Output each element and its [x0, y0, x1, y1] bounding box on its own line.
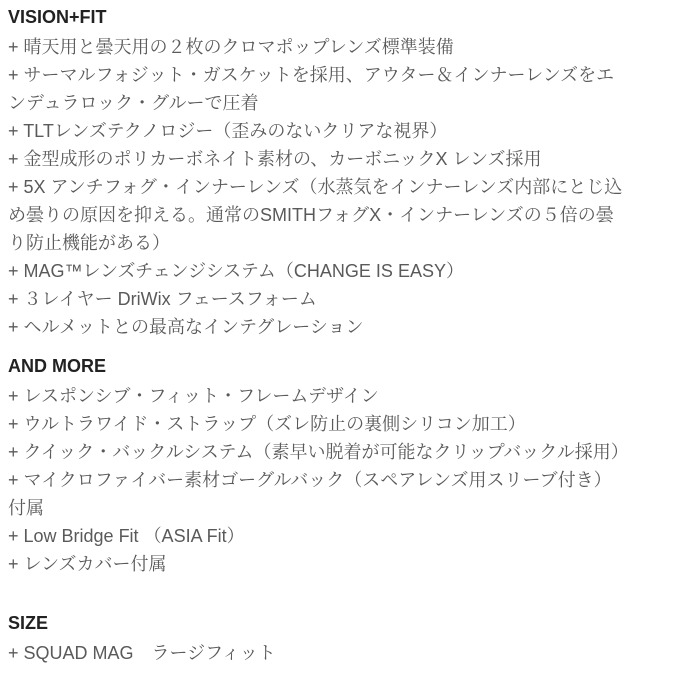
- feature-item: + レンズカバー付属: [8, 554, 167, 574]
- feature-item: + ウルトラワイド・ストラップ（ズレ防止の裏側シリコン加工）: [8, 414, 526, 434]
- section-size: [8, 609, 628, 667]
- section-and-more: [8, 352, 628, 578]
- section-heading-size: SIZE: [8, 613, 49, 633]
- section-heading-and-more: AND MORE: [8, 356, 106, 376]
- feature-item: + 晴天用と曇天用の２枚のクロマポップレンズ標準装備: [8, 37, 454, 57]
- feature-item: + SQUAD MAG ラージフィット: [8, 643, 276, 663]
- feature-item: + 金型成形のポリカーボネイト素材の、カーボニックX レンズ採用: [8, 149, 542, 169]
- section-vision-fit: [8, 3, 628, 341]
- feature-item: + Low Bridge Fit （ASIA Fit）: [8, 526, 245, 546]
- feature-item: + TLTレンズテクノロジー（歪みのないクリアな視界）: [8, 121, 448, 141]
- section-heading-vision-fit: VISION+FIT: [8, 7, 107, 27]
- feature-item: + ３レイヤー DriWix フェースフォーム: [8, 289, 317, 309]
- feature-item: + ヘルメットとの最高なインテグレーション: [8, 317, 364, 337]
- feature-item: + MAG™レンズチェンジシステム（CHANGE IS EASY）: [8, 261, 464, 281]
- feature-item: + サーマルフォジット・ガスケットを採用、アウター＆インナーレンズをエンデュラロック・グルーで圧着: [8, 65, 615, 113]
- feature-item: + 5X アンチフォグ・インナーレンズ（水蒸気をインナーレンズ内部にとじ込め曇りの原因を抑える。通常のSMITHフォグX・インナーレンズの５倍の曇り防止機能がある）: [8, 177, 623, 253]
- feature-item: + レスポンシブ・フィット・フレームデザイン: [8, 386, 379, 406]
- feature-item: + クイック・バックルシステム（素早い脱着が可能なクリップバックル採用）: [8, 442, 629, 462]
- feature-item: + マイクロファイバー素材ゴーグルバック（スペアレンズ用スリーブ付き）付属: [8, 470, 612, 518]
